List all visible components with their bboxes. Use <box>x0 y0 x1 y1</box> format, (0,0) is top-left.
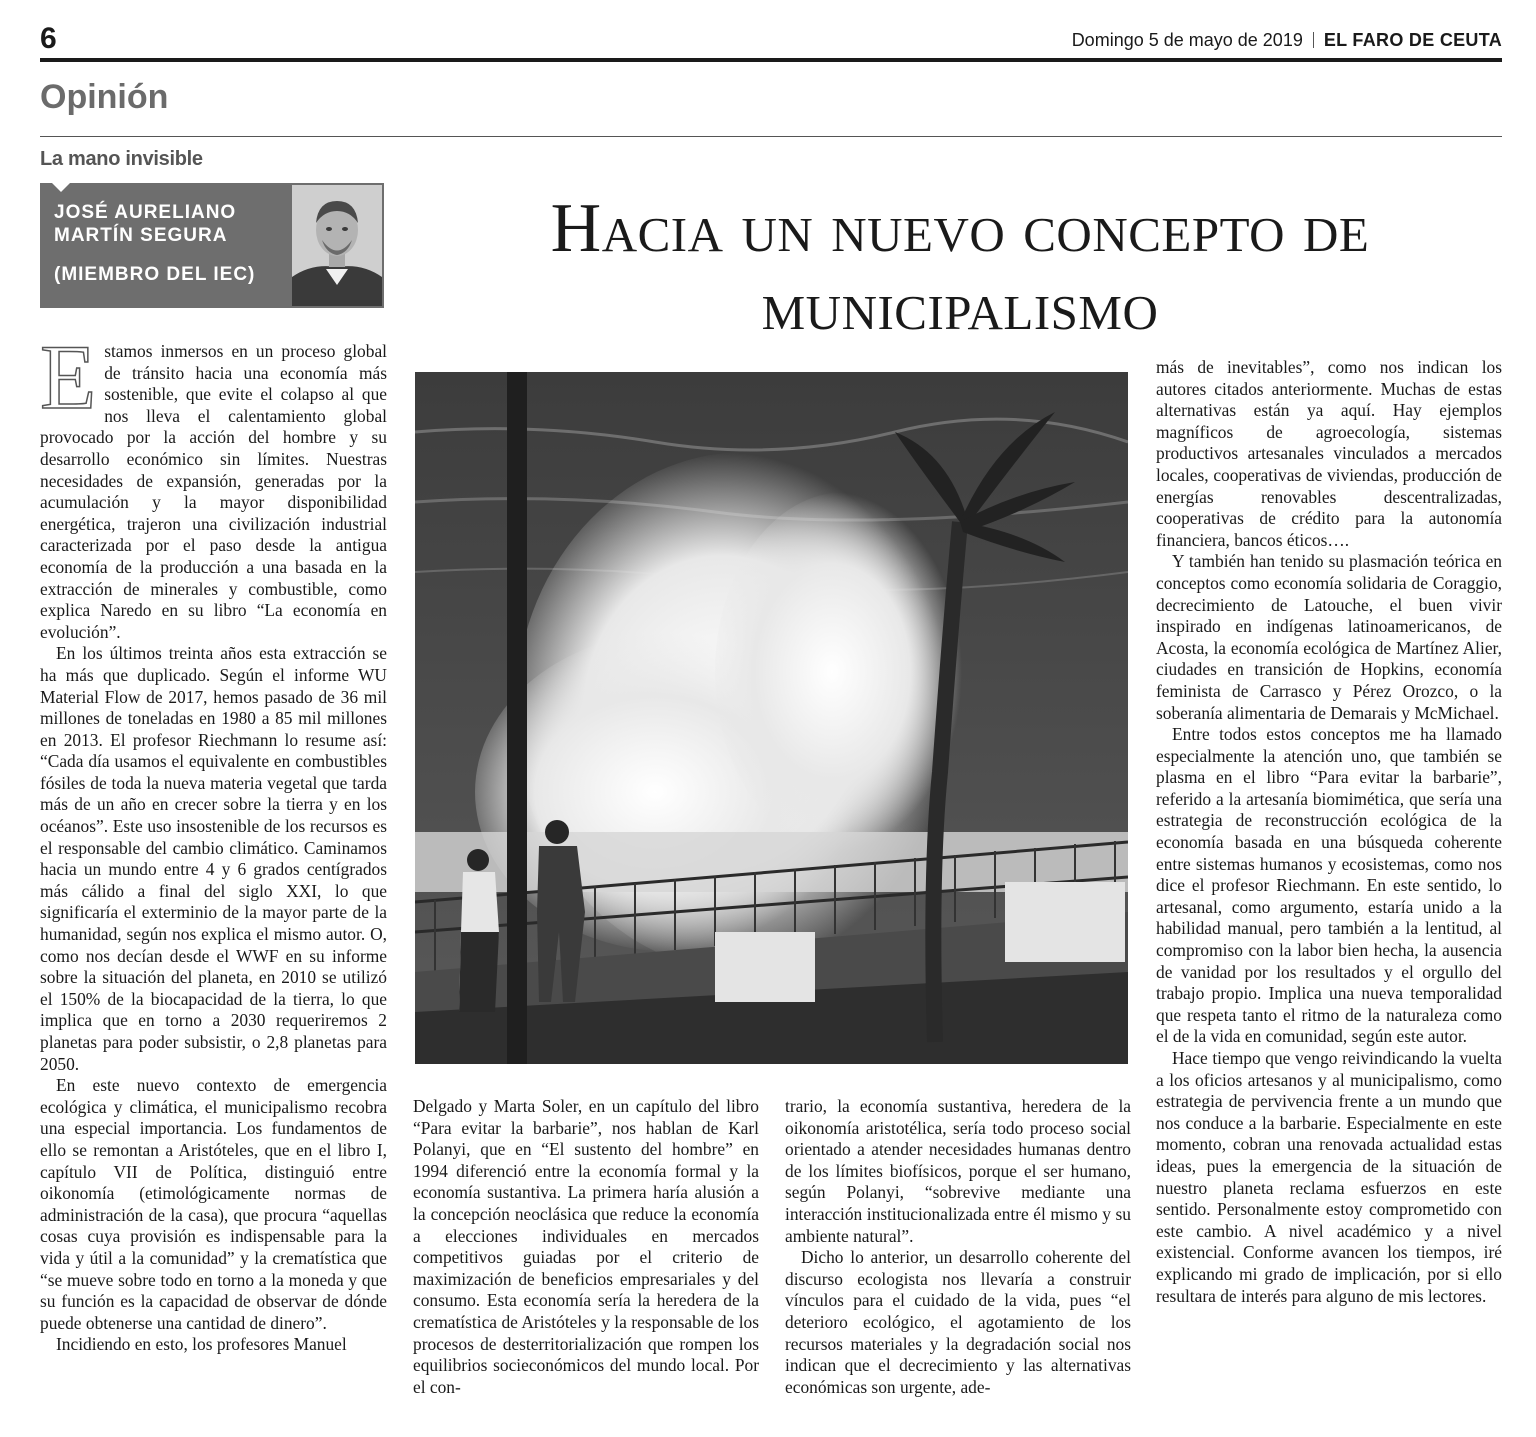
page-number: 6 <box>40 22 57 55</box>
article-paragraph <box>40 326 387 643</box>
author-box <box>40 183 384 308</box>
header-rule <box>40 58 1502 62</box>
dropcap: E <box>40 326 97 428</box>
column-name: La mano invisible <box>40 148 203 170</box>
headline-line1: Hacia un nuevo concepto de <box>550 190 1370 267</box>
article-column-3 <box>785 1096 1131 1398</box>
headline-line2: municipalismo <box>761 268 1159 345</box>
article-paragraph: Y también han tenido su plasmación teórica en conceptos como economía solidaria de Coraggio, decrecimiento de Latouche, el buen vivir inspirado en indígenas latinoamericanos, de Acosta, la economía ecológica de Martínez Alier, ciudades en transición de Hopkins, economía feminista de Carrasco y Pérez Orozco, o la soberanía alimentaria de Demarais y McMichael. <box>1156 551 1502 723</box>
article-paragraph: trario, la economía sustantiva, heredera de la oikonomía aristotélica, sería todo proceso social orientado a atender necesidades humanas dentro de los límites biofísicos, porque el ser humano, según Polanyi, “sobrevive mediante una interacción institucionalizada entre él mismo y su ambiente natural”. <box>785 1096 1131 1246</box>
article-paragraph: En este nuevo contexto de emergencia ecológica y climática, el municipalismo recobra una especial importancia. Los fundamentos de ello se remontan a Aristóteles, que en el libro I, capítulo VII de Política, distinguió entre oikonomía (etimológicamente normas de administración de la casa), que procura “aquellas cosas cuya provisión es indispensable para la vida y útil a la comunidad” y la crematística que “se mueve sobre todo en torno a la moneda y que su función es la capacidad de observar de dónde puede obtenerse una cantidad de dinero”. <box>40 1075 387 1333</box>
newspaper-name: EL FARO DE CEUTA <box>1323 30 1502 50</box>
article-paragraph: más de inevitables”, como nos indican los autores citados anteriormente. Muchas de estas alternativas están ya aquí. Hay ejemplos magníficos de agroecología, sistemas productivos artesanales vinculados a mercados locales, cooperativas de viviendas, producción de energías renovables descentralizadas, cooperativas de crédito para la autonomía financiera, bancos éticos…. <box>1156 357 1502 550</box>
headline <box>420 190 1500 346</box>
author-portrait <box>292 185 382 306</box>
masthead-divider <box>1313 32 1314 48</box>
masthead <box>1072 30 1502 51</box>
author-name-line2: MARTÍN SEGURA <box>54 225 228 246</box>
article-paragraph: Hace tiempo que vengo reivindicando la vuelta a los oficios artesanos y al municipalismo, como estrategia de pervivencia frente a un mundo que nos conduce a la barbarie. Especialmente en este momento, cobran una renovada actualidad estas ideas, pues la emergencia de la situación de nuestro planeta reclama esfuerzos en este sentido. Personalmente estoy comprometido con este cambio. A nivel académico y a nivel existencial. Conforme avancen los tiempos, iré explicando mi grado de implicación, por si ello resultara de interés para alguno de mis lectores. <box>1156 1048 1502 1306</box>
storm-wave-photo <box>415 372 1128 1064</box>
author-name-line1: JOSÉ AURELIANO <box>54 202 237 223</box>
article-paragraph: Delgado y Marta Soler, en un capítulo del libro “Para evitar la barbarie”, nos hablan de Karl Polanyi, que en “El sustento del hombre” en 1994 diferenció entre la economía formal y la economía sustantiva. La primera haría alusión a la concepción neoclásica que reduce la economía a elecciones individuales en mercados competitivos guiadas por el criterio de maximización de beneficios empresariales y del consumo. Esta economía sería la heredera de la crematística de Aristóteles y la responsable de los procesos de desterritorialización que rompen los equilibrios socieconómicos del mundo local. Por el con- <box>413 1096 759 1397</box>
author-role: (MIEMBRO DEL IEC) <box>54 264 256 285</box>
article-paragraph: Incidiendo en esto, los profesores Manuel <box>56 1334 347 1355</box>
author-box-notch <box>52 183 70 192</box>
issue-date: Domingo 5 de mayo de 2019 <box>1071 30 1303 50</box>
article-paragraph: Dicho lo anterior, un desarrollo coherente del discurso ecologista nos llevaría a construir vínculos para el cuidado de la vida, pues “el deterioro ecológico, el agotamiento de los recursos materiales y la degradación social nos indican que el decrecimiento y las alternativas económicas son urgente, ade- <box>785 1247 1131 1397</box>
article-paragraph: En los últimos treinta años esta extracción se ha más que duplicado. Según el informe WU Material Flow de 2017, hemos pasado de 36 mil millones de toneladas en 1980 a 85 mil millones en 2013. El profesor Riechmann lo resume así: “Cada día usamos el equivalente en combustibles fósiles de toda la nueva materia vegetal que tarda más de un año en crecer sobre la tierra y en los océanos”. Este uso insostenible de los recursos es el responsable del cambio climático. Caminamos hacia un mundo entre 4 y 6 grados centígrados más cálido a final del siglo XXI, lo que significaría el exterminio de la mayor parte de la humanidad, según nos explica el mismo autor. O, como nos decían desde el WWF en su informe sobre la situación del planeta, en 2010 se utilizó el 150% de la biocapacidad de la tierra, lo que implica que en torno a 2030 requeriremos 2 planetas para poder subsistir, o 2,8 planetas para 2050. <box>40 643 387 1074</box>
article-column-4 <box>1156 357 1502 1307</box>
article-column-1 <box>40 326 387 1356</box>
article-paragraph: Entre todos estos conceptos me ha llamado especialmente la atención uno, que también se plasma en el libro “Para evitar la barbarie”, referido a la artesanía biomimética, que sería una estrategia de reconstrucción ecológica de la economía basada en una búsqueda coherente entre sistemas humanos y ecosistemas, como nos dice el profesor Riechmann. En este sentido, lo artesanal, como argumento, estaría unido a la habilidad manual, pero también a la lentitud, al compromiso con la labor bien hecha, la ausencia de vanidad por los resultados y el orgullo del trabajo propio. Implica una nueva temporalidad que respeta tanto el ritmo de la naturaleza como el de la vida en comunidad, según este autor. <box>1156 724 1502 1047</box>
article-column-2 <box>413 1096 759 1398</box>
section-title: Opinión <box>40 78 169 116</box>
author-name <box>54 201 236 247</box>
paragraph-text: stamos inmersos en un proceso global de tránsito hacia una economía más sostenible, que evite el colapso al que nos lleva el calentamiento global provocado por la acción del hombre y su desarrollo económico sin límites. Nuestras necesidades de expansión, generadas por la acumulación y la mayor disponibilidad energética, trajeron una civilización industrial caracterizada por el paso desde la antigua economía de la producción a una basada en la extracción de minerales y combustible, como explica Naredo en su libro “La economía en evolución”. <box>40 341 387 642</box>
section-rule <box>40 136 1502 137</box>
